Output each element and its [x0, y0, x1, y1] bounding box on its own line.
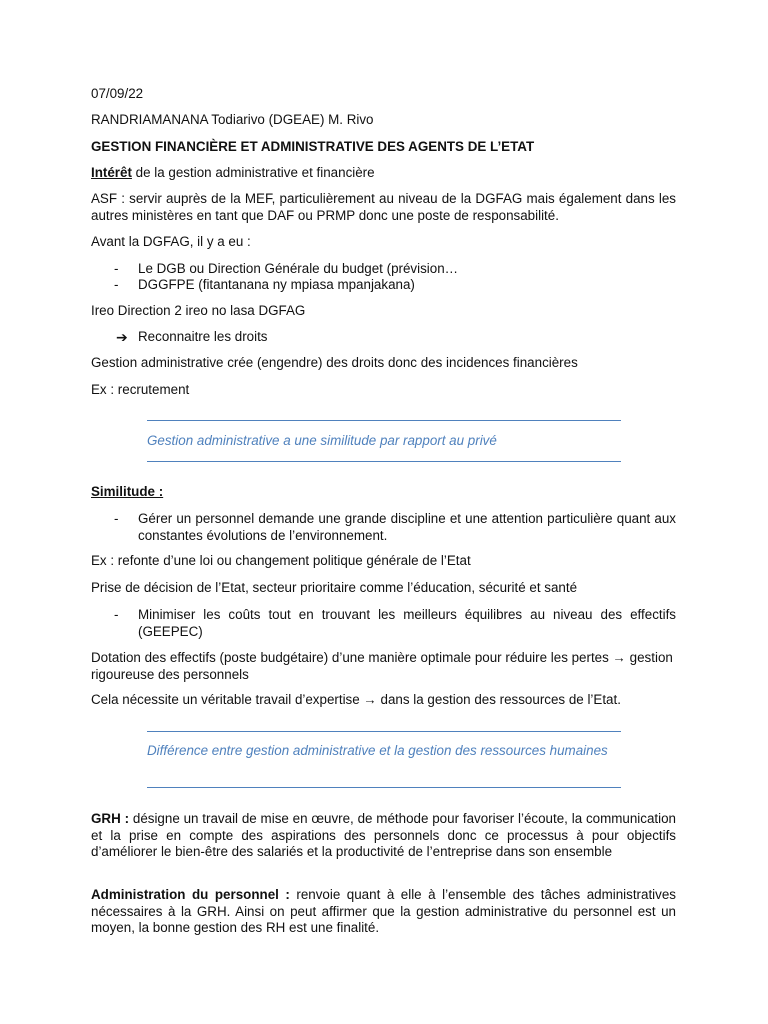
- grh-text: désigne un travail de mise en œuvre, de méthode pour favoriser l’écoute, la communication et la prise en compte des aspirations des personnels donc ce processus à pour objectifs d’améliorer le bien-être des salariés et la productivité de l’entreprise dans son ensemble: [91, 811, 677, 859]
- bullet-item: Le DGB ou Direction Générale du budget (prévision…: [138, 261, 459, 276]
- example-refonte: Ex : refonte d’une loi ou changement politique générale de l’Etat: [91, 553, 471, 568]
- document-authors: RANDRIAMANANA Todiarivo (DGEAE) M. Rivo: [91, 112, 374, 127]
- example-recrutement: Ex : recrutement: [91, 382, 190, 397]
- interet-paragraph: [91, 165, 676, 182]
- dotation-paragraph: Dotation des effectifs (poste budgétaire) d’une manière optimale pour réduire les pertes → gestion rigoureuse des personnels: [91, 650, 673, 682]
- admin-personnel-text: renvoie quant à elle à l’ensemble des tâches administratives nécessaires à la GRH. Ainsi on peut affirmer que la gestion administrative du personnel est un moyen, la bonne gestion des RH est une finalité.: [91, 887, 676, 935]
- interet-text: de la gestion administrative et financière: [131, 165, 375, 180]
- bullet-dash: -: [114, 511, 119, 526]
- right-arrow-icon: ➔: [116, 329, 128, 345]
- bullet-item: Gérer un personnel demande une grande discipline et une attention particulière quant aux constantes évolutions de l’environnement.: [138, 511, 676, 543]
- similitude-heading: Similitude :: [91, 484, 164, 499]
- admin-personnel-paragraph: [91, 887, 676, 937]
- ireo-paragraph: Ireo Direction 2 ireo no lasa DGFAG: [91, 303, 306, 318]
- grh-paragraph: [91, 811, 676, 861]
- document-title: GESTION FINANCIÈRE ET ADMINISTRATIVE DES AGENTS DE L’ETAT: [91, 139, 535, 154]
- cela-paragraph: Cela nécessite un véritable travail d’expertise → dans la gestion des ressources de l’Etat.: [91, 692, 621, 707]
- grh-label: GRH :: [91, 811, 130, 826]
- bullet-dash: -: [114, 277, 119, 292]
- avant-paragraph: Avant la DGFAG, il y a eu :: [91, 234, 251, 249]
- asf-paragraph: ASF : servir auprès de la MEF, particulièrement au niveau de la DGFAG mais également dans les autres ministères en tant que DAF ou PRMP donc une poste de responsabilité.: [91, 191, 676, 223]
- bullet-dash: -: [114, 261, 119, 276]
- prise-paragraph: Prise de décision de l’Etat, secteur prioritaire comme l’éducation, sécurité et santé: [91, 580, 578, 595]
- pull-quote: Différence entre gestion administrative et la gestion des ressources humaines: [147, 743, 608, 758]
- pull-quote: Gestion administrative a une similitude par rapport au privé: [147, 433, 497, 448]
- arrow-item: Reconnaitre les droits: [138, 329, 268, 344]
- admin-personnel-label: Administration du personnel :: [91, 887, 290, 902]
- bullet-dash: -: [114, 607, 119, 622]
- bullet-item: DGGFPE (fitantanana ny mpiasa mpanjakana): [138, 277, 415, 292]
- quote-rule-bottom: [147, 787, 621, 788]
- interet-label: Intérêt: [91, 165, 132, 180]
- quote-rule-top: [147, 731, 621, 732]
- bullet-item: Minimiser les coûts tout en trouvant les meilleurs équilibres au niveau des effectifs (GEEPEC): [138, 607, 676, 639]
- gestion-admin-paragraph: Gestion administrative crée (engendre) des droits donc des incidences financières: [91, 355, 578, 370]
- document-date: 07/09/22: [91, 86, 144, 101]
- quote-rule-top: [147, 420, 621, 421]
- quote-rule-bottom: [147, 461, 621, 462]
